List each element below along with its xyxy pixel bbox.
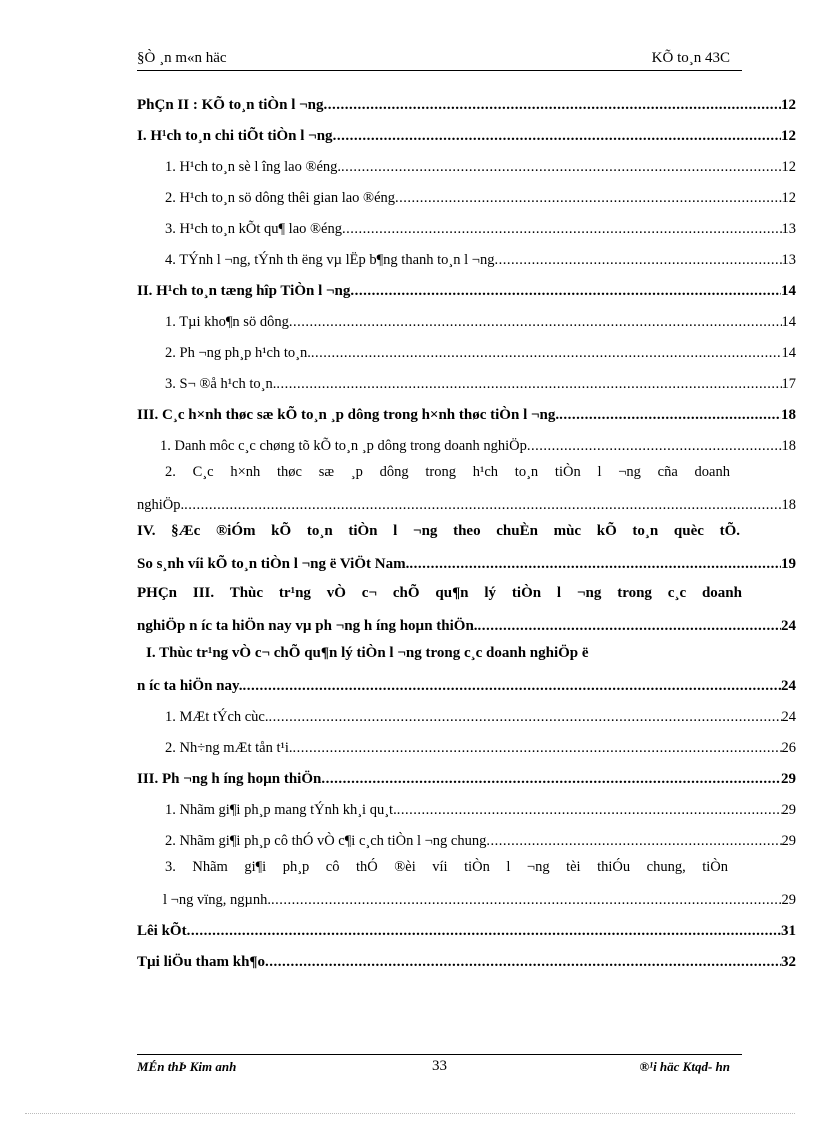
toc-entry[interactable]: [137, 494, 796, 514]
page-header: [137, 50, 742, 71]
toc-entry-page: 14: [781, 314, 796, 330]
toc-entry[interactable]: [165, 218, 796, 238]
toc-entry[interactable]: [137, 951, 796, 971]
toc-entry[interactable]: [165, 737, 796, 757]
toc-entry[interactable]: [165, 187, 796, 207]
toc-entry-page: 12: [781, 159, 796, 175]
toc-entry-title: 1. MÆt tÝch cùc.: [165, 709, 269, 725]
toc-entry-page: 31: [781, 923, 796, 939]
toc-entry[interactable]: [163, 889, 796, 909]
toc-entry-title: 2. Nhãm gi¶i ph¸p cô thÓ vÒ c¶i c¸ch tiÒn l ¬ng chung: [165, 833, 487, 849]
toc-entry[interactable]: [165, 156, 796, 176]
toc-entry-title: l ¬ng vïng, ngµnh.: [163, 892, 271, 908]
toc-entry-page: 29: [781, 802, 796, 818]
toc-entry[interactable]: [137, 768, 796, 788]
footer-author: MÉn thÞ Kim anh: [137, 1059, 237, 1074]
toc-entry-page: 24: [781, 618, 796, 634]
toc-entry-title: 2. Nh÷ng mÆt tån t¹i.: [165, 740, 293, 756]
toc-entry[interactable]: [137, 675, 796, 695]
toc-entry-page: 24: [781, 678, 796, 694]
toc-entry-page: 18: [781, 407, 796, 423]
toc-leader-dots: [293, 739, 782, 757]
toc-entry[interactable]: [137, 280, 796, 300]
toc-entry[interactable]: [137, 553, 796, 573]
toc-entry-page: 14: [781, 345, 796, 361]
toc-entry-page: 13: [781, 252, 796, 268]
toc-entry-page: 24: [781, 709, 796, 725]
toc-leader-dots: [409, 555, 781, 573]
toc-entry-page: 18: [781, 438, 796, 454]
toc-entry-first-line: PHÇn III. Thùc tr¹ng vÒ c¬ chÕ qu¶n lý tiÒn l ¬ng trong c¸c doanh: [137, 585, 742, 601]
toc-entry-title: PhÇn II : KÕ to¸n tiÒn l ¬ng: [137, 97, 324, 113]
toc-entry-page: 12: [781, 128, 796, 144]
toc-leader-dots: [486, 832, 781, 850]
toc-leader-dots: [559, 406, 781, 424]
page-bottom-divider: [25, 1113, 795, 1114]
toc-entry[interactable]: [165, 373, 796, 393]
toc-entry[interactable]: [165, 799, 796, 819]
toc-leader-dots: [527, 437, 782, 455]
toc-entry-page: 29: [781, 833, 796, 849]
toc-entry-page: 12: [781, 97, 796, 113]
header-left-text: §Ò ¸n m«n häc: [137, 50, 227, 66]
toc-entry-title: III. C¸c h×nh thøc sæ kÕ to¸n ¸p dông trong h×nh thøc tiÒn l ¬ng.: [137, 407, 560, 423]
toc-entry-first-line: IV. §Æc ®iÓm kÕ to¸n tiÒn l ¬ng theo chuÈn mùc kÕ to¸n quèc tÕ.: [137, 523, 740, 539]
toc-entry-page: 26: [781, 740, 796, 756]
toc-entry-page: 19: [781, 556, 796, 572]
toc-leader-dots: [333, 127, 781, 145]
toc-entry[interactable]: [165, 311, 796, 331]
toc-entry-page: 12: [781, 190, 796, 206]
toc-entry[interactable]: [137, 94, 796, 114]
toc-leader-dots: [350, 282, 781, 300]
toc-entry-title: 1. Danh môc c¸c chøng tõ kÕ to¸n ¸p dông trong doanh nghiÖp: [160, 438, 527, 454]
toc-entry-title: Tµi liÖu tham kh¶o: [137, 954, 266, 970]
toc-entry[interactable]: [137, 920, 796, 940]
toc-entry[interactable]: [137, 615, 796, 635]
toc-entry-title: nghiÖp n íc ta hiÖn nay vµ ph ¬ng h íng hoµn thiÖn.: [137, 618, 478, 634]
toc-entry[interactable]: [165, 830, 796, 850]
toc-entry-page: 29: [781, 771, 796, 787]
toc-entry-page: 14: [781, 283, 796, 299]
toc-entry-first-line: 3. Nhãm gi¶i ph¸p cô thÓ ®èi víi tiÒn l ¬ng tèi thiÓu chung, tiÒn: [165, 859, 728, 875]
toc-entry-title: nghiÖp.: [137, 497, 185, 513]
toc-entry[interactable]: [165, 706, 796, 726]
toc-leader-dots: [311, 344, 782, 362]
toc-entry-title: 4. TÝnh l ¬ng, tÝnh th ëng vµ lËp b¶ng thanh to¸n l ¬ng: [165, 252, 495, 268]
toc-entry[interactable]: [137, 404, 796, 424]
toc-leader-dots: [242, 677, 781, 695]
toc-leader-dots: [395, 189, 781, 207]
toc-entry-page: 32: [781, 954, 796, 970]
toc-leader-dots: [184, 496, 781, 514]
toc-entry-title: 1. Nhãm gi¶i ph¸p mang tÝnh kh¸i qu¸t.: [165, 802, 397, 818]
toc-entry[interactable]: [137, 125, 796, 145]
footer-page-number: 33: [432, 1058, 447, 1074]
toc-leader-dots: [276, 375, 781, 393]
toc-entry-title: 1. H¹ch to¸n sè l îng lao ®éng.: [165, 159, 342, 175]
toc-entry-title: III. Ph ¬ng h íng hoµn thiÖn: [137, 771, 322, 787]
toc-leader-dots: [321, 770, 781, 788]
page-footer: [137, 1054, 742, 1077]
toc-entry-title: 2. Ph ¬ng ph¸p h¹ch to¸n.: [165, 345, 311, 361]
toc-leader-dots: [397, 801, 782, 819]
toc-leader-dots: [478, 617, 781, 635]
toc-leader-dots: [289, 313, 782, 331]
toc-leader-dots: [342, 220, 782, 238]
toc-entry-title: 3. S¬ ®å h¹ch to¸n.: [165, 376, 277, 392]
toc-entry-title: 2. H¹ch to¸n sö dông thêi gian lao ®éng: [165, 190, 396, 206]
toc-entry-title: So s¸nh víi kÕ to¸n tiÒn l ¬ng ë ViÖt Nam.: [137, 556, 410, 572]
footer-institution: ®¹i häc Ktqd- hn: [639, 1059, 730, 1074]
toc-leader-dots: [494, 251, 781, 269]
toc-entry-title: II. H¹ch to¸n tæng hîp TiÒn l ¬ng: [137, 283, 351, 299]
toc-entry-title: Lêi kÕt: [137, 923, 187, 939]
toc-entry-first-line: 2. C¸c h×nh thøc sæ ¸p dông trong h¹ch to¸n tiÒn l ¬ng cña doanh: [165, 464, 730, 480]
toc-entry-page: 17: [781, 376, 796, 392]
toc-leader-dots: [187, 922, 781, 940]
toc-entry-first-line: I. Thùc tr¹ng vÒ c¬ chÕ qu¶n lý tiÒn l ¬ng trong c¸c doanh nghiÖp ë: [146, 645, 589, 661]
toc-entry-page: 13: [781, 221, 796, 237]
toc-entry-title: n íc ta hiÖn nay.: [137, 678, 243, 694]
toc-entry[interactable]: [165, 342, 796, 362]
toc-entry-title: 1. Tµi kho¶n sö dông: [165, 314, 289, 330]
toc-leader-dots: [269, 708, 782, 726]
toc-entry-page: 18: [781, 497, 796, 513]
toc-entry[interactable]: [165, 249, 796, 269]
toc-entry-title: 3. H¹ch to¸n kÕt qu¶ lao ®éng: [165, 221, 342, 237]
header-right-text: KÕ to¸n 43C: [651, 50, 730, 66]
toc-leader-dots: [271, 891, 782, 909]
toc-entry[interactable]: [160, 435, 796, 455]
toc-leader-dots: [341, 158, 781, 176]
toc-entry-page: 29: [781, 892, 796, 908]
toc-entry-title: I. H¹ch to¸n chi tiÕt tiÒn l ¬ng: [137, 128, 333, 144]
toc-leader-dots: [265, 953, 781, 971]
toc-leader-dots: [324, 96, 782, 114]
